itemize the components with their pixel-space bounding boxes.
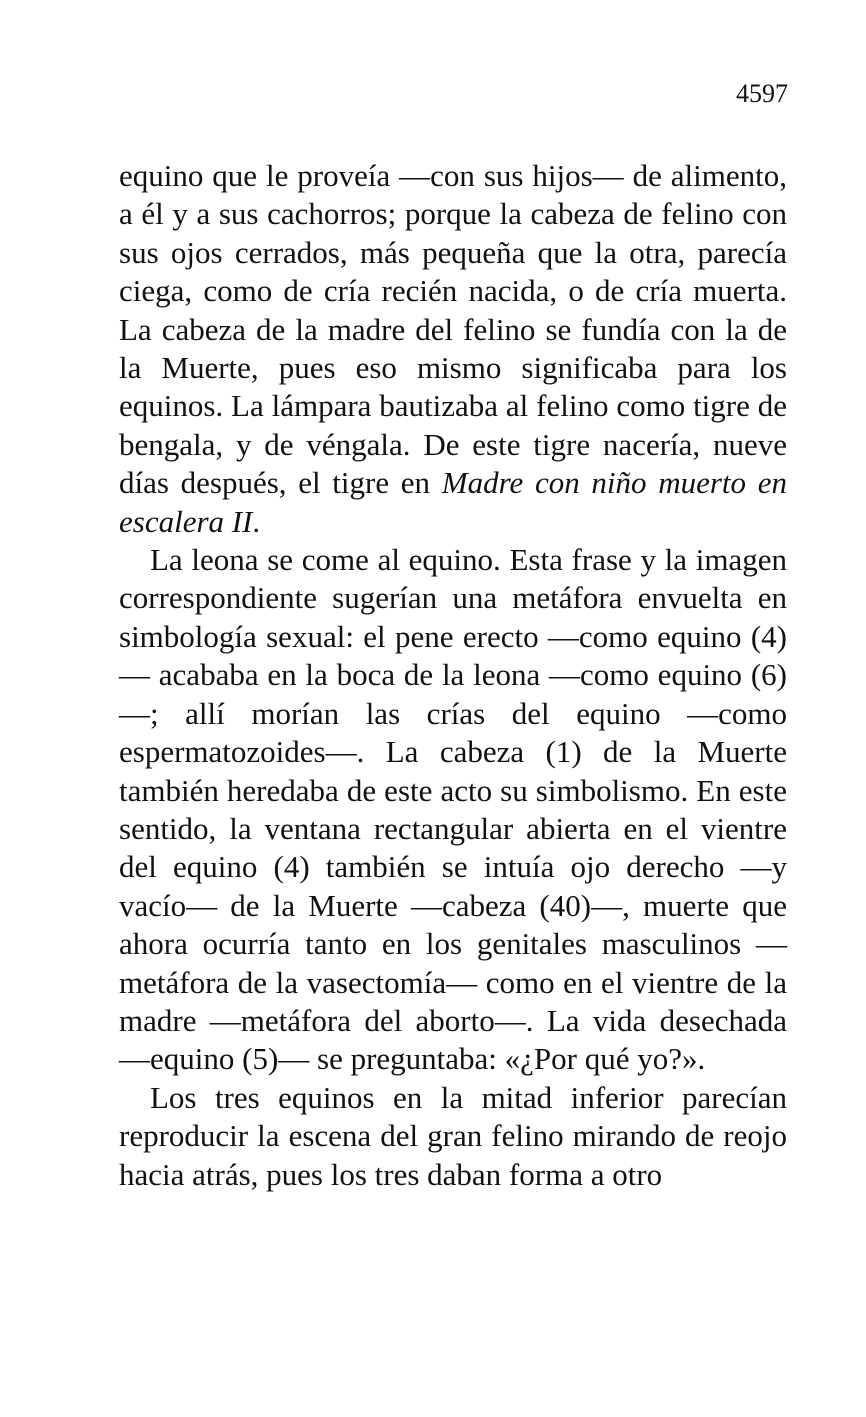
body-text <box>119 157 787 1194</box>
paragraph-1 <box>119 157 787 541</box>
paragraph-1-end: . <box>252 503 261 539</box>
artwork-title: Madre con niño muerto en escalera II <box>119 465 788 539</box>
paragraph-3: Los tres equinos en la mitad inferior parecían reproducir la escena del gran felino mirando de reojo hacia atrás, pues los tres daban forma a otro <box>119 1079 787 1192</box>
paragraph-2: La leona se come al equino. Esta frase y la imagen correspondiente sugerían una metáfora envuelta en simbología sexual: el pene erecto —como equino (4)— acababa en la boca de la leona —como equino (6)—; allí morían las crías del equino —como espermatozoides—. La cabeza (1) de la Muerte también heredaba de este acto su simbolismo. En este sentido, la ventana rectangular abierta en el vientre del equino (4) también se intuía ojo derecho —y vacío— de la Muerte —cabeza (40)—, muerte que ahora ocurría tanto en los genitales masculinos —metáfora de la vasectomía— como en el vientre de la madre —metáfora del aborto—. La vida desechada —equino (5)— se preguntaba: «¿Por qué yo?». <box>119 542 787 1077</box>
paragraph-1-text: equino que le proveía —con sus hijos— de alimento, a él y a sus cachorros; porque la cabeza de felino con sus ojos cerrados, más pequeña que la otra, parecía ciega, como de cría recién nacida, o de cría muerta. La cabeza de la madre del felino se fundía con la de la Muerte, pues eso mismo significaba para los equinos. La lámpara bautizaba al felino como tigre de bengala, y de véngala. De este tigre nacería, nueve días después, el tigre en <box>119 158 787 501</box>
page-number: 4597 <box>736 79 788 108</box>
